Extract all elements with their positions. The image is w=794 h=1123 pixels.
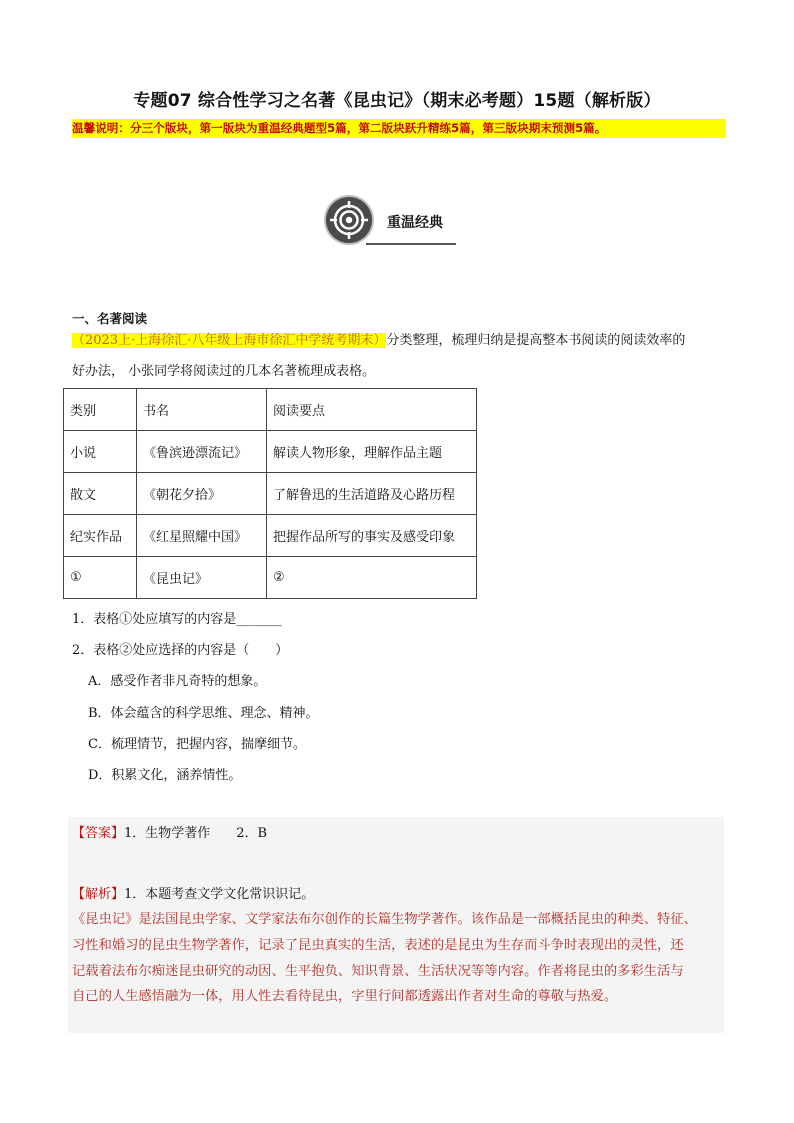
table-cell: ② [267,557,477,599]
table-header-cell: 阅读要点 [267,389,477,431]
table-cell: ① [64,557,137,599]
books-table [63,388,477,599]
section-title: 一、名著阅读 [72,311,148,326]
option-a: A．感受作者非凡奇特的想象。 [88,674,267,689]
table-row [64,515,477,557]
table-row [64,557,477,599]
explanation [72,907,732,1010]
explanation-line: 自己的人生感悟融为一体，用人性去看待昆虫，字里行间都透露出作者对生命的尊敬与热爱。 [72,989,618,1005]
section-badge [326,197,466,249]
answer-box [68,817,724,1033]
explanation-line: 记载着法布尔痴迷昆虫研究的动因、生平抱负、知识背景、生活状况等等内容。作者将昆虫的多彩生活与 [72,963,684,979]
table-cell: 解读人物形象，理解作品主题 [267,431,477,473]
table-cell: 《昆虫记》 [137,557,267,599]
answer-tag: 【答案】 [72,826,125,841]
table-cell: 把握作品所写的事实及感受印象 [267,515,477,557]
analysis-lead: 1．本题考查文学文化常识识记。 [124,887,315,902]
notice-banner: 温馨说明：分三个版块，第一版块为重温经典题型5篇，第二版块跃升精练5篇，第三版块期末预测5篇。 [72,119,726,138]
table-cell: 《鲁滨逊漂流记》 [137,431,267,473]
table-row [64,431,477,473]
table-header-cell: 书名 [137,389,267,431]
intro-text-1: 分类整理，梳理归纳是提高整本书阅读的阅读效率的 [386,333,686,348]
table-cell: 了解鲁迅的生活道路及心路历程 [267,473,477,515]
question-2: 2．表格②处应选择的内容是（ ） [72,643,289,658]
intro-paragraph [72,331,726,351]
option-c: C．梳理情节，把握内容，揣摩细节。 [88,737,306,752]
badge-underline [366,243,456,245]
intro-text-2: 好办法， 小张同学将阅读过的几本名著梳理成表格。 [72,364,376,379]
answer-line [72,824,267,844]
table-cell: 散文 [64,473,137,515]
table-cell: 纪实作品 [64,515,137,557]
explanation-line: 习性和婚习的昆虫生物学著作，记录了昆虫真实的生活，表述的是昆虫为生存而斗争时表现出的灵性，还 [72,937,684,953]
page-title: 专题07 综合性学习之名著《昆虫记》（期末必考题）15题（解析版） [133,91,661,111]
target-icon [326,197,372,243]
table-row [64,473,477,515]
answer-text: 1．生物学著作 2．B [124,826,268,841]
badge-label: 重温经典 [387,215,443,231]
table-cell: 小说 [64,431,137,473]
analysis-tag: 【解析】 [72,887,125,902]
explanation-line: 《昆虫记》是法国昆虫学家、文学家法布尔创作的长篇生物学著作。该作品是一部概括昆虫的种类、特征、 [72,912,697,927]
analysis-line [72,885,314,905]
option-b: B．体会蕴含的科学思维、理念、精神。 [88,706,319,721]
option-d: D．积累文化，涵养情性。 [88,768,242,783]
table-header-row [64,389,477,431]
table-header-cell: 类别 [64,389,137,431]
question-1: 1．表格①处应填写的内容是_______ [72,612,282,627]
question-source: （2023上·上海徐汇·八年级上海市徐汇中学统考期末） [72,333,387,348]
table-cell: 《红星照耀中国》 [137,515,267,557]
table-cell: 《朝花夕拾》 [137,473,267,515]
